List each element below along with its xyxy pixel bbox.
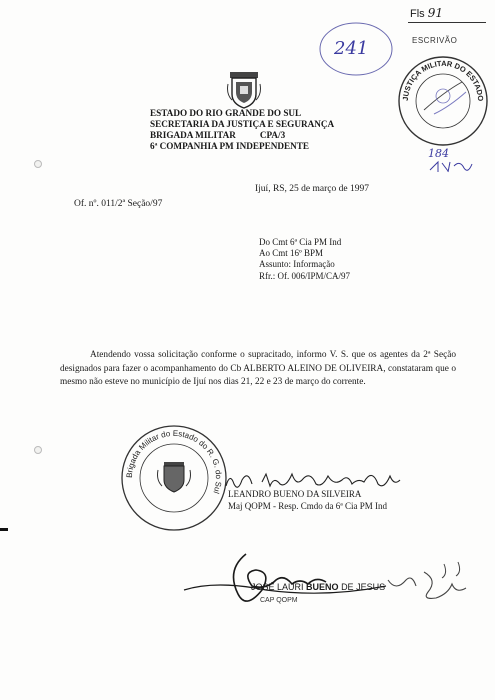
- routing-reference: Rfr.: Of. 006/IPM/CA/97: [259, 270, 351, 281]
- folio-number: 91: [427, 6, 444, 20]
- top-seal-ring-text: JUSTIÇA MILITAR DO ESTADO: [400, 58, 486, 102]
- seal-crest-icon: [158, 462, 191, 492]
- signatory-name: LEANDRO BUENO DA SILVEIRA: [228, 489, 362, 499]
- binder-hole: [34, 446, 42, 454]
- bottom-seal-ring-text: Brigada Militar do Estado do R. G. do Sul: [124, 428, 224, 495]
- letter-body: [60, 349, 456, 390]
- signoff-block: [228, 488, 387, 512]
- letter-body-text: Atendendo vossa solicitação conforme o supracitado, informo V. S. que os agentes da 2ª Seção designados para fazer o acompanhamento do Cb ALBERTO ALEINO DE OLIVEIRA, constataram que o mesmo não esteve no município de Ijuí nos dias 21, 22 e 23 de março do corrente.: [60, 350, 456, 388]
- letterhead-state: ESTADO DO RIO GRANDE DO SUL: [150, 108, 302, 118]
- routing-from: Do Cmt 6ª Cia PM Ind: [259, 237, 342, 247]
- handwritten-scribble: [428, 160, 474, 174]
- second-signatory-name: [251, 582, 385, 592]
- routing-block: [259, 237, 350, 282]
- binder-hole: [34, 160, 42, 168]
- routing-subject: Assunto: Informação: [259, 259, 335, 270]
- second-signatory-rank: CAP QOPM: [260, 597, 298, 604]
- svg-text:JUSTIÇA MILITAR DO ESTADO: [401, 59, 485, 102]
- handwritten-signature-2: [176, 550, 476, 612]
- justica-militar-seal: [394, 52, 492, 150]
- handwritten-184: 184: [428, 147, 449, 160]
- letterhead-brigada: [150, 130, 340, 141]
- edge-mark: [0, 528, 8, 531]
- folio-rule: [408, 22, 486, 23]
- page-number-handwritten: 241: [334, 38, 369, 59]
- second-signatory-bueno: BUENO: [306, 582, 339, 592]
- oficio-number: Of. nº. 011/2ª Seção/97: [74, 199, 163, 209]
- second-signatory-first: JOSÉ LAURI: [251, 582, 304, 592]
- letterhead-brigada-left: BRIGADA MILITAR: [150, 130, 236, 140]
- second-signatory-tail: DE JESUS: [341, 582, 386, 592]
- handwritten-annotation: [428, 148, 474, 177]
- folio-label: Fls: [410, 8, 425, 20]
- letterhead-secretaria: SECRETARIA DA JUSTIÇA E SEGURANÇA: [150, 119, 335, 129]
- letterhead-cpa: CPA/3: [259, 130, 286, 140]
- escrivao-label: ESCRIVÃO: [412, 36, 458, 45]
- letterhead-company: 6ª COMPANHIA PM INDEPENDENTE: [150, 141, 310, 151]
- routing-to: Ao Cmt 16º BPM: [259, 248, 324, 259]
- date-line: Ijuí, RS, 25 de março de 1997: [255, 184, 369, 194]
- brigada-militar-seal: [118, 422, 230, 534]
- folio-stamp: [410, 6, 443, 20]
- signatory-title: Maj QOPM - Resp. Cmdo da 6ª Cia PM Ind: [228, 501, 387, 511]
- state-crest-icon: [226, 70, 262, 110]
- letterhead: [150, 108, 340, 152]
